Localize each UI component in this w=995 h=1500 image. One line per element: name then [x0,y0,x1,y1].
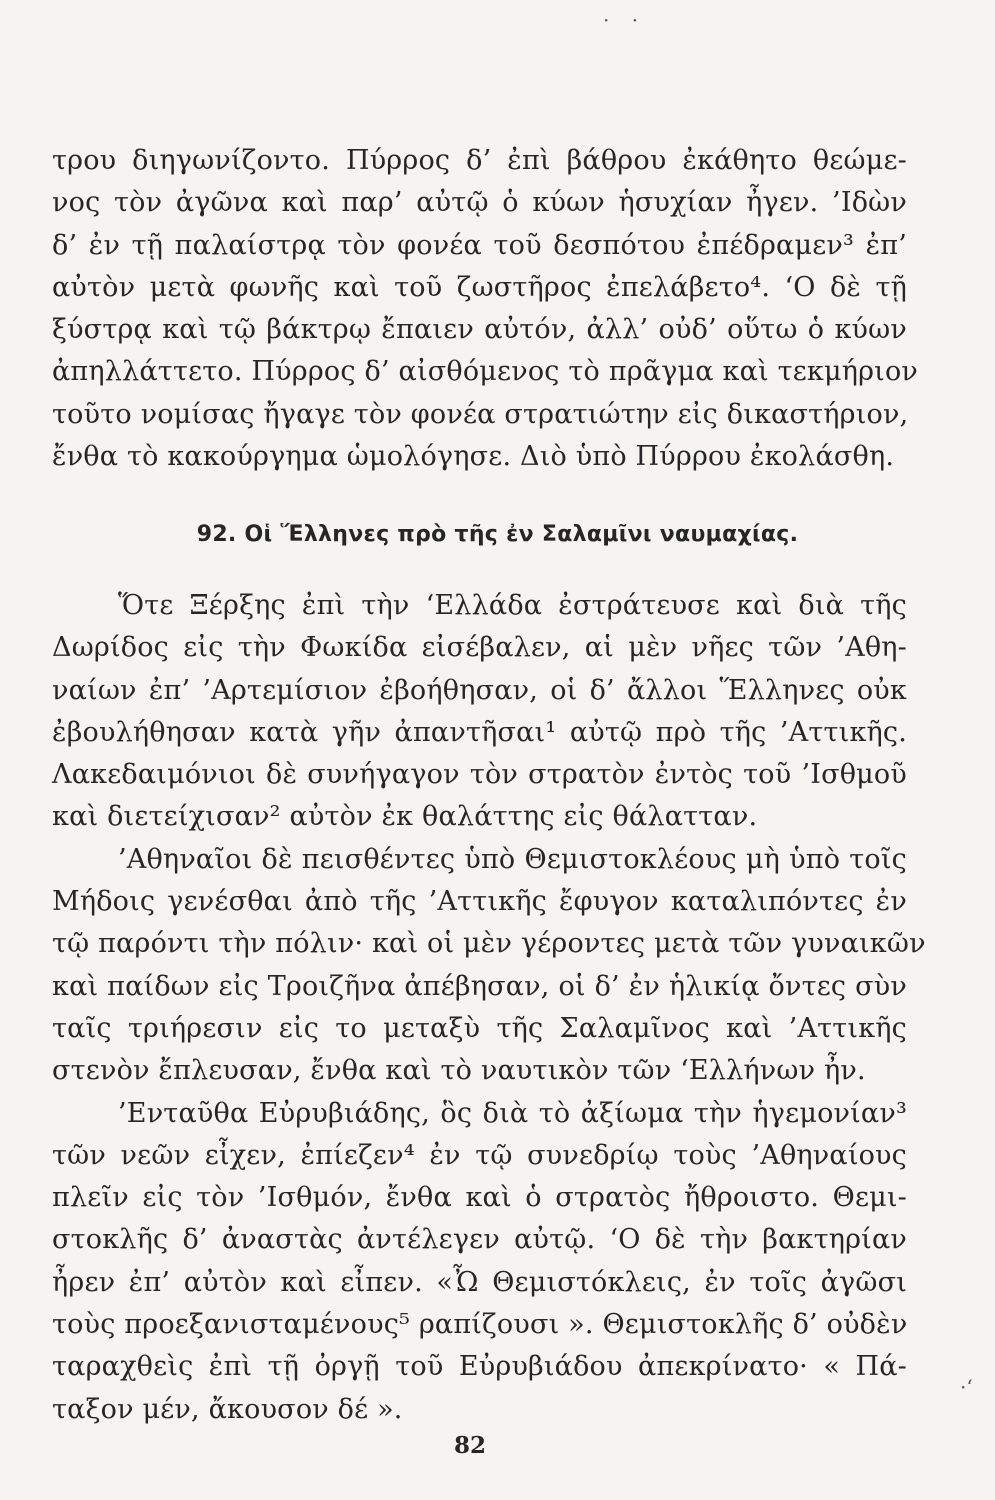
text-line: καὶ παίδων εἰς Τροιζῆνα ἀπέβησαν, οἱ δ’ ἐν ἡλικίᾳ ὄντες σὺν [52,970,907,1002]
text-line: τοῦτο νομίσας ἤγαγε τὸν φονέα στρατιώτην εἰς δικαστήριον, [52,398,909,430]
paragraph-continuation [52,140,919,478]
text-line: τοὺς προεξανισταμένους⁵ ραπίζουσι ». Θεμιστοκλῆς δ’ οὐδὲν [52,1309,908,1341]
text-line: τῷ παρόντι τὴν πόλιν· καὶ οἱ μὲν γέροντες μετὰ τῶν γυναικῶν [52,928,926,960]
text-line: αὐτὸν μετὰ φωνῆς καὶ τοῦ ζωστῆρος ἐπελάβετο⁴. ‘Ο δὲ τῇ [52,271,907,303]
text-line: ταξον μέν, ἄκουσον δέ ». [52,1393,403,1425]
top-specks: · · [603,8,647,32]
page-number: 82 [453,1432,486,1459]
text-line: πλεῖν εἰς τὸν ’Ισθμόν, ἔνθα καὶ ὁ στρατὸς ἤθροιστο. Θεμι- [52,1182,907,1214]
text-line: τρου διηγωνίζοντο. Πύρρος δ’ ἐπὶ βάθρου ἐκάθητο θεώμε- [52,145,907,176]
text-line: ’Ενταῦθα Εὐρυβιάδης, ὃς διὰ τὸ ἀξίωμα τὴν ἡγεμονίαν³ [118,1097,907,1129]
margin-speck: ·‘ [960,1375,973,1399]
text-line: Δωρίδος εἰς τὴν Φωκίδα εἰσέβαλεν, αἱ μὲν νῆες τῶν ’Αθη- [52,632,907,664]
text-line: Ὅτε Ξέρξης ἐπὶ τὴν ‘Ελλάδα ἐστράτευσε καὶ διὰ τῆς [118,590,907,621]
text-line: ἐβουλήθησαν κατὰ γῆν ἀπαντῆσαι¹ αὐτῷ πρὸ τῆς ’Αττικῆς. [52,716,907,748]
text-line: Λακεδαιμόνιοι δὲ συνήγαγον τὸν στρατὸν ἐντὸς τοῦ ’Ισθμοῦ [52,759,907,791]
section-heading: 92. Οἱ Ἕλληνες πρὸ τῆς ἐν Σαλαμῖνι ναυμαχίας. [196,522,799,547]
text-line: ταῖς τριήρεσιν εἰς το μεταξὺ τῆς Σαλαμῖνος καὶ ’Αττικῆς [52,1012,907,1044]
text-line: ἔνθα τὸ κακούργημα ὡμολόγησε. Διὸ ὑπὸ Πύρρου ἐκολάσθη. [52,441,895,473]
text-line: ξύστρᾳ καὶ τῷ βάκτρῳ ἔπαιεν αὐτόν, ἀλλ’ οὐδ’ οὕτω ὁ κύων [52,314,907,346]
section-body [52,585,926,1431]
text-line: τῶν νεῶν εἶχεν, ἐπίεζεν⁴ ἐν τῷ συνεδρίῳ τοὺς ’Αθηναίους [52,1139,907,1171]
text-line: καὶ διετείχισαν² αὐτὸν ἐκ θαλάττης εἰς θάλατταν. [52,801,758,833]
text-line: ’Αθηναῖοι δὲ πεισθέντες ὑπὸ Θεμιστοκλέους μὴ ὑπὸ τοῖς [118,843,907,875]
text-line: δ’ ἐν τῇ παλαίστρᾳ τὸν φονέα τοῦ δεσπότου ἐπέδραμεν³ ἐπ’ [52,229,907,261]
text-line: ναίων ἐπ’ ’Αρτεμίσιον ἐβοήθησαν, οἱ δ’ ἄλλοι Ἕλληνες οὐκ [52,674,907,706]
text-line: Μήδοις γενέσθαι ἀπὸ τῆς ’Αττικῆς ἔφυγον καταλιπόντες ἐν [52,886,907,918]
text-line: ἀπηλλάττετο. Πύρρος δ’ αἰσθόμενος τὸ πρᾶγμα καὶ τεκμήριον [52,356,919,388]
text-line: νος τὸν ἀγῶνα καὶ παρ’ αὐτῷ ὁ κύων ἡσυχίαν ἦγεν. ’Ιδὼν [52,187,907,219]
text-line: στενὸν ἔπλευσαν, ἔνθα καὶ τὸ ναυτικὸν τῶν ‘Ελλήνων ἦν. [52,1055,866,1087]
text-line: ταραχθεὶς ἐπὶ τῇ ὀργῇ τοῦ Εὐρυβιάδου ἀπεκρίνατο· « Πά- [52,1351,907,1383]
text-line: στοκλῆς δ’ ἀναστὰς ἀντέλεγεν αὐτῷ. ‘Ο δὲ τὴν βακτηρίαν [52,1224,907,1256]
text-line: ἦρεν ἐπ’ αὐτὸν καὶ εἶπεν. «Ὦ Θεμιστόκλεις, ἐν τοῖς ἀγῶσι [52,1266,907,1298]
